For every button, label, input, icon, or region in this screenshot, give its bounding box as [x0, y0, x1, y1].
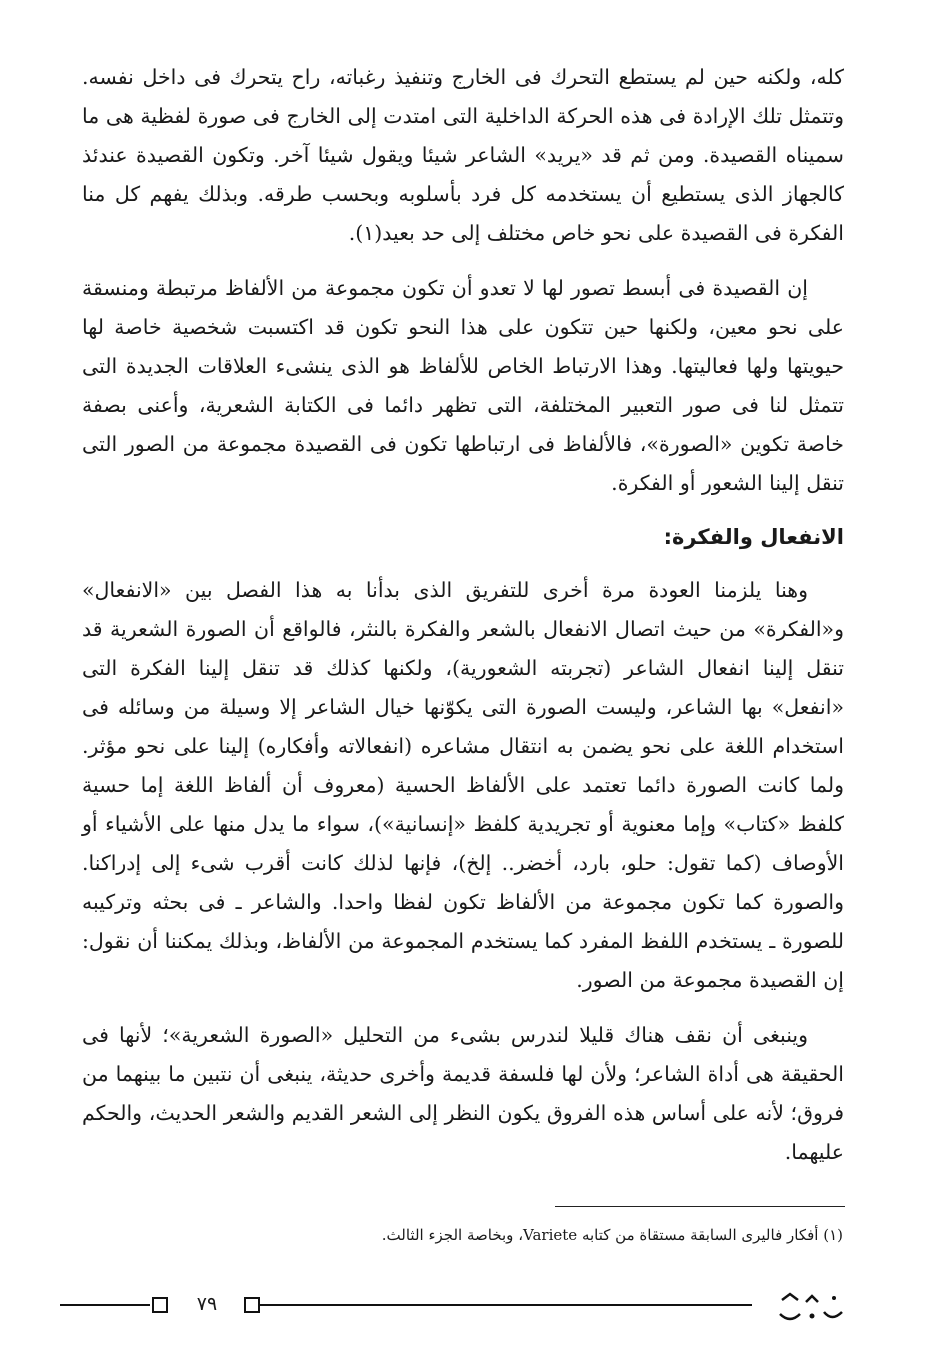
paragraph-2: إن القصيدة فى أبسط تصور لها لا تعدو أن تكون مجموعة من الألفاظ مرتبطة ومنسقة على نحو معين، ولكنها حين تتكون على هذا النحو تكون قد اكتسبت شخصية خاصة لها حيويتها ولها فعاليتها. وهذا الارتباط الخاص للألفاظ هو الذى ينشىء العلاقات الجديدة التى تتمثل لنا فى صور التعبير المختلفة، التى تظهر دائما فى الكتابة الشعرية، وأعنى بصفة خاصة تكوين «الصورة»، فالألفاظ فى ارتباطها تكون فى القصيدة مجموعة من الصور التى تنقل إلينا الشعور أو الفكرة. [82, 276, 844, 495]
paragraph-1: كله، ولكنه حين لم يستطع التحرك فى الخارج وتنفيذ رغباته، راح يتحرك فى داخل نفسه. وتتمثل تلك الإرادة فى هذه الحركة الداخلية التى امتدت إلى الخارج فى صورة لفظية هى ما سميناه القصيدة. ومن ثم قد «يريد» الشاعر شيئا ويقول شيئا آخر. وتكون القصيدة عندئذ كالجهاز الذى يستطيع أن يستخدمه كل فرد بأسلوبه وبحسب طرقه. وبذلك يفهم كل منا الفكرة فى القصيدة على نحو خاص مختلف إلى حد بعيد(١). [82, 65, 844, 245]
paragraph-3: وهنا يلزمنا العودة مرة أخرى للتفريق الذى بدأنا به هذا الفصل بين «الانفعال» و«الفكرة» من حيث اتصال الانفعال بالشعر والفكرة بالنثر، فالواقع أن الصورة الشعرية قد تنقل إلينا انفعال الشاعر (تجربته الشعورية)، ولكنها كذلك قد تنقل إلينا الفكرة التى «انفعل» بها الشاعر، وليست الصورة التى يكوّنها خيال الشاعر إلا وسيلة من وسائله فى استخدام اللغة على نحو يضمن به انتقال مشاعره (انفعالاته وأفكاره) إلينا على نحو مؤثر. ولما كانت الصورة دائما تعتمد على الألفاظ الحسية (معروف أن ألفاظ اللغة إما حسية كلفظ «كتاب» وإما معنوية أو تجريدية كلفظ «إنسانية»)، سواء ما يدل منها على الأشياء أو الأوصاف (كما تقول: حلو، بارد، أخضر.. إلخ)، فإنها لذلك كانت أقرب شىء إلى إدراكنا. والصورة كما تكون مجموعة من الألفاظ تكون لفظا واحدا. والشاعر ـ فى بحثه وتركيبه للصورة ـ يستخدم اللفظ المفرد كما يستخدم المجموعة من الألفاظ، وبذلك يمكننا أن نقول: إن القصيدة مجموعة من الصور. [82, 578, 844, 992]
footer-rule-left [60, 1304, 150, 1306]
paragraph-4: وينبغى أن نقف هناك قليلا لندرس بشىء من التحليل «الصورة الشعرية»؛ لأنها فى الحقيقة هى أداة الشاعر؛ ولأن لها فلسفة قديمة وأخرى حديثة، ينبغى أن نتبين ما بينهما من فروق؛ لأنه على أساس هذه الفروق يكون النظر إلى الشعر القديم والشعر الحديث، والحكم عليهما. [82, 1023, 844, 1164]
footer-square-left [152, 1297, 168, 1313]
footnote: (١) أفكار فاليرى السابقة مستقاة من كتابه Variete، وبخاصة الجزء الثالث. [381, 1226, 843, 1244]
page-number: ٧٩ [196, 1293, 218, 1315]
footer-square-right [244, 1297, 260, 1313]
ornament-icon [772, 1288, 852, 1328]
footnote-divider [555, 1206, 845, 1207]
footer-rule-right [260, 1304, 752, 1306]
page-body [82, 58, 844, 1188]
section-heading: الانفعال والفكرة: [663, 525, 844, 549]
page-footer [60, 1288, 850, 1328]
